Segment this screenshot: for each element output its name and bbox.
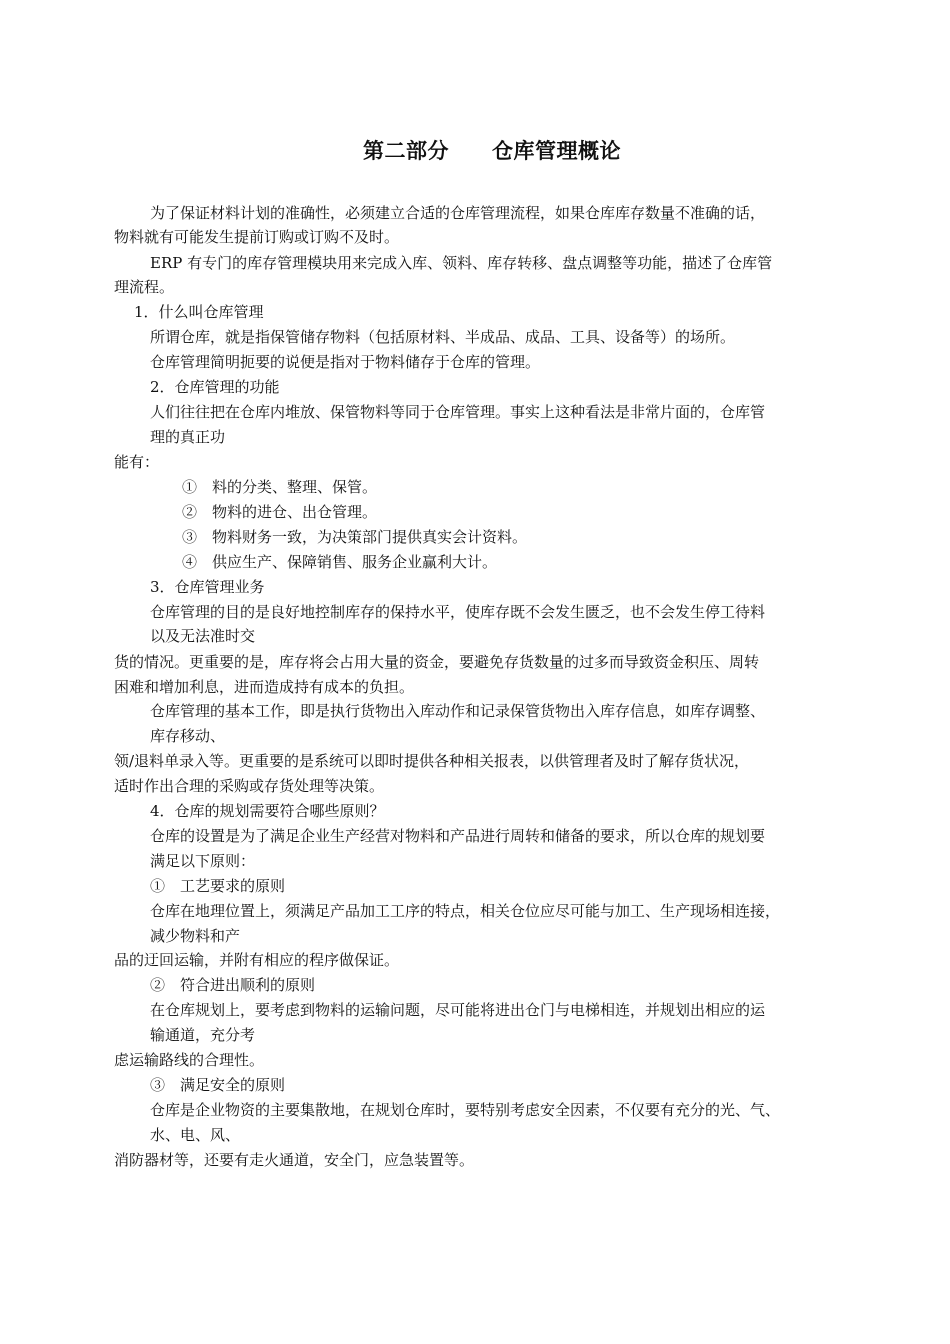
sub-heading: ③ 满足安全的原则 bbox=[150, 1076, 286, 1094]
paragraph-line: 水、电、风、 bbox=[150, 1126, 241, 1144]
paragraph-line: 为了保证材料计划的准确性，必须建立合适的仓库管理流程，如果仓库库存数量不准确的话， bbox=[150, 204, 766, 222]
list-item: ④ 供应生产、保障销售、服务企业赢利大计。 bbox=[182, 553, 498, 571]
sub-heading: ② 符合进出顺利的原则 bbox=[150, 976, 316, 994]
list-item: ③ 物料财务一致，为决策部门提供真实会计资料。 bbox=[182, 528, 528, 546]
paragraph-line: 仓库管理简明扼要的说便是指对于物料储存于仓库的管理。 bbox=[150, 353, 541, 371]
paragraph-line: 困难和增加利息，进而造成持有成本的负担。 bbox=[114, 678, 415, 696]
paragraph-line: 领/退料单录入等。更重要的是系统可以即时提供各种相关报表，以供管理者及时了解存货状况， bbox=[114, 752, 750, 770]
paragraph-line: 人们往往把在仓库内堆放、保管物料等同于仓库管理。事实上这种看法是非常片面的，仓库管 bbox=[150, 403, 766, 421]
paragraph-line: 仓库在地理位置上，须满足产品加工工序的特点，相关仓位应尽可能与加工、生产现场相连接， bbox=[150, 902, 781, 920]
page-title: 第二部分 仓库管理概论 bbox=[363, 139, 621, 163]
paragraph-line: 仓库管理的目的是良好地控制库存的保持水平，使库存既不会发生匮乏，也不会发生停工待料 bbox=[150, 603, 766, 621]
section-heading: 1．什么叫仓库管理 bbox=[134, 303, 264, 321]
paragraph-line: 物料就有可能发生提前订购或订购不及时。 bbox=[114, 228, 400, 246]
paragraph-line: 理的真正功 bbox=[150, 428, 226, 446]
paragraph-line: 库存移动、 bbox=[150, 727, 226, 745]
section-heading: 3．仓库管理业务 bbox=[150, 578, 265, 596]
paragraph-line: 输通道，充分考 bbox=[150, 1026, 256, 1044]
sub-heading: ① 工艺要求的原则 bbox=[150, 877, 286, 895]
paragraph-line: 适时作出合理的采购或存货处理等决策。 bbox=[114, 777, 385, 795]
paragraph-line: 所谓仓库，就是指保管储存物料（包括原材料、半成品、成品、工具、设备等）的场所。 bbox=[150, 328, 736, 346]
paragraph-line: 以及无法准时交 bbox=[150, 627, 256, 645]
paragraph-line: 货的情况。更重要的是，库存将会占用大量的资金，要避免存货数量的过多而导致资金积压、周转 bbox=[114, 653, 760, 671]
section-heading: 2．仓库管理的功能 bbox=[150, 378, 280, 396]
list-item: ① 料的分类、整理、保管。 bbox=[182, 478, 378, 496]
section-heading: 4．仓库的规划需要符合哪些原则？ bbox=[150, 802, 385, 820]
list-item: ② 物料的进仓、出仓管理。 bbox=[182, 503, 378, 521]
paragraph-line: 能有： bbox=[114, 453, 160, 471]
paragraph-line: 仓库是企业物资的主要集散地，在规划仓库时，要特别考虑安全因素，不仅要有充分的光、气、 bbox=[150, 1101, 781, 1119]
paragraph-line: 消防器材等，还要有走火通道，安全门，应急装置等。 bbox=[114, 1151, 475, 1169]
paragraph-line: 品的迂回运输，并附有相应的程序做保证。 bbox=[114, 951, 400, 969]
paragraph-line: ERP 有专门的库存管理模块用来完成入库、领料、库存转移、盘点调整等功能，描述了仓库管 bbox=[150, 254, 773, 272]
paragraph-line: 仓库的设置是为了满足企业生产经营对物料和产品进行周转和储备的要求，所以仓库的规划要 bbox=[150, 827, 766, 845]
paragraph-line: 仓库管理的基本工作，即是执行货物出入库动作和记录保管货物出入库存信息，如库存调整、 bbox=[150, 702, 766, 720]
paragraph-line: 虑运输路线的合理性。 bbox=[114, 1051, 265, 1069]
paragraph-line: 在仓库规划上，要考虑到物料的运输问题，尽可能将进出仓门与电梯相连，并规划出相应的运 bbox=[150, 1001, 766, 1019]
paragraph-line: 减少物料和产 bbox=[150, 927, 241, 945]
paragraph-line: 满足以下原则： bbox=[150, 852, 256, 870]
paragraph-line: 理流程。 bbox=[114, 278, 175, 296]
